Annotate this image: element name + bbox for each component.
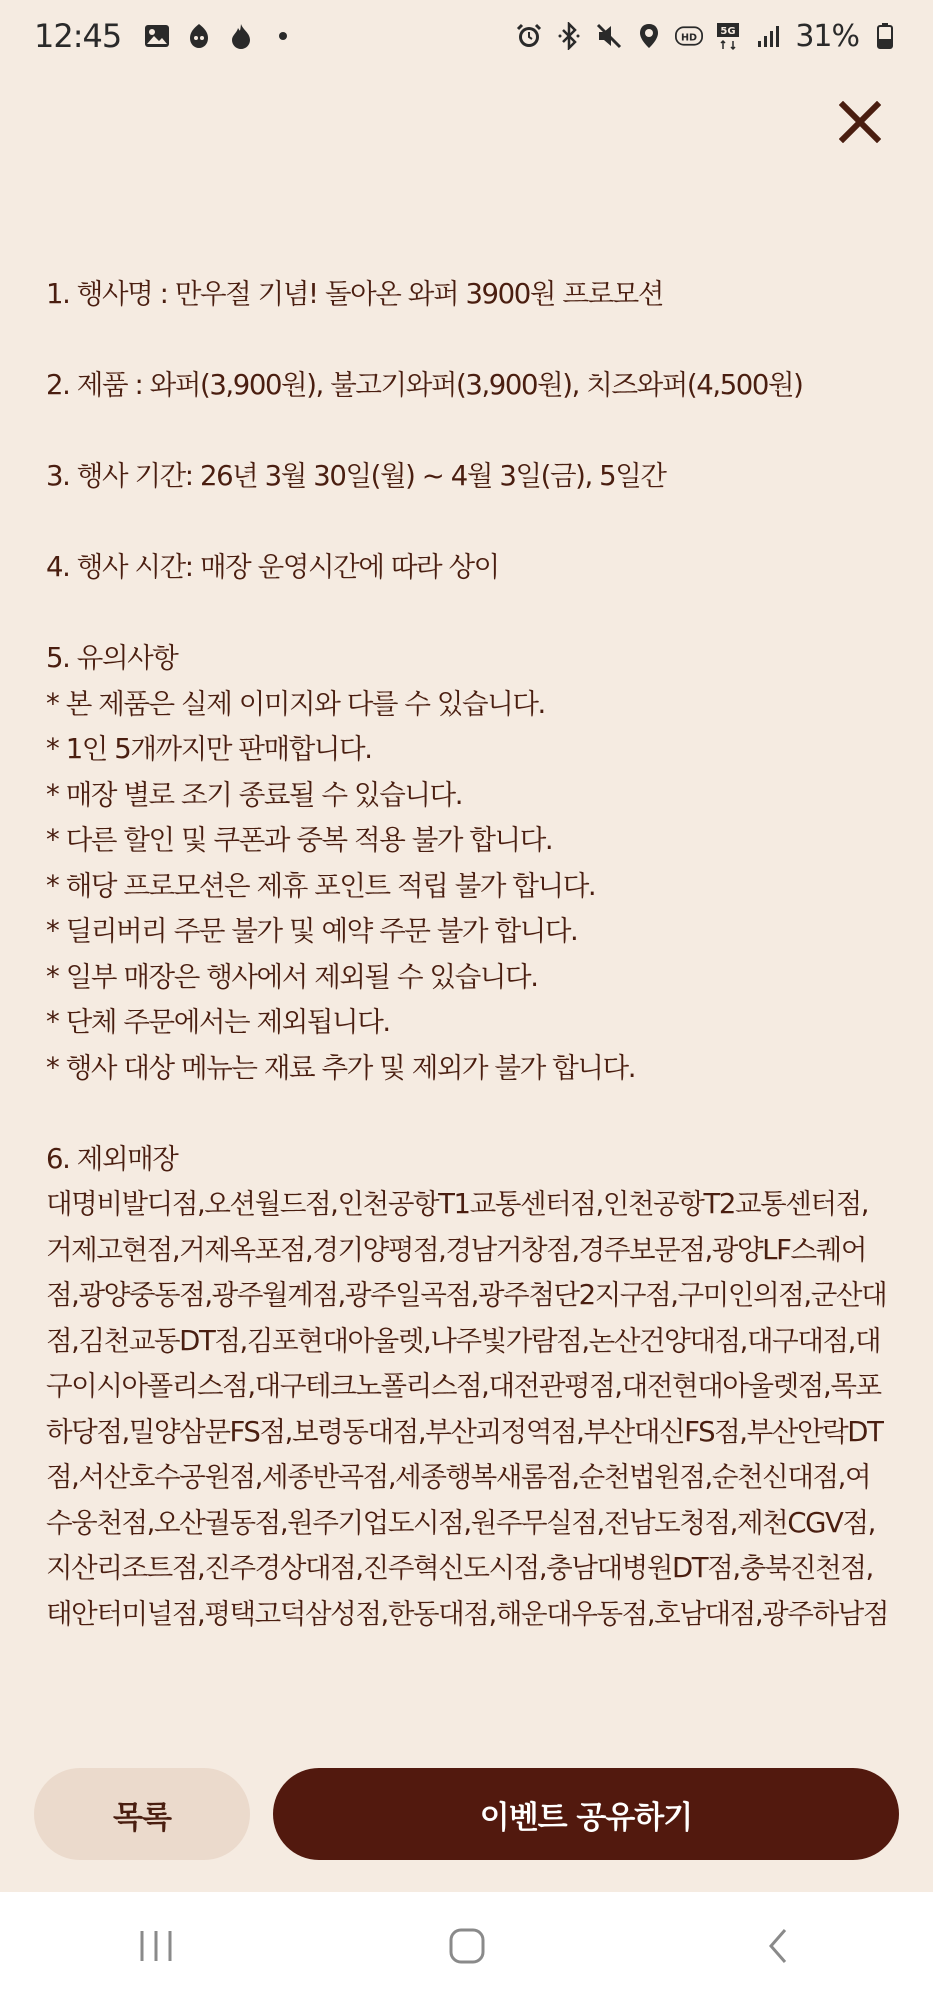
status-left-icons xyxy=(143,21,297,51)
back-button[interactable] xyxy=(718,1906,838,1986)
battery-icon xyxy=(871,21,899,51)
back-icon xyxy=(763,1926,793,1966)
note-item: * 일부 매장은 행사에서 제외될 수 있습니다. xyxy=(46,960,538,993)
home-button[interactable] xyxy=(407,1906,527,1986)
share-event-button[interactable]: 이벤트 공유하기 xyxy=(273,1768,899,1860)
5g-icon xyxy=(715,21,743,51)
svg-text:5G: 5G xyxy=(720,26,736,37)
event-period: 3. 행사 기간: 26년 3월 30일(월) ~ 4월 3일(금), 5일간 xyxy=(46,460,666,492)
note-item: * 단체 주문에서는 제외됩니다. xyxy=(46,1006,390,1038)
system-nav-bar xyxy=(0,1892,933,2000)
dot-icon xyxy=(269,21,297,51)
recent-apps-button[interactable] xyxy=(96,1906,216,1986)
status-bar xyxy=(0,0,933,72)
note-item: * 1인 5개까지만 판매합니다. xyxy=(46,733,372,765)
mute-icon xyxy=(595,21,623,51)
event-name: 1. 행사명 : 만우절 기념! 돌아온 와퍼 3900원 프로모션 xyxy=(46,278,664,310)
status-right-icons xyxy=(515,19,899,54)
close-icon xyxy=(839,101,881,143)
note-item: * 행사 대상 메뉴는 재료 추가 및 제외가 불가 합니다. xyxy=(46,1051,636,1084)
app-icon xyxy=(185,21,213,51)
bluetooth-icon xyxy=(555,21,583,51)
event-products: 2. 제품 : 와퍼(3,900원), 불고기와퍼(3,900원), 치즈와퍼(4,500원) xyxy=(46,369,803,401)
notes-title: 5. 유의사항 xyxy=(46,642,178,674)
note-item: * 딜리버리 주문 불가 및 예약 주문 불가 합니다. xyxy=(46,915,578,947)
fire-icon xyxy=(227,21,255,51)
signal-icon xyxy=(755,21,783,51)
list-button[interactable]: 목록 xyxy=(34,1768,250,1860)
hd-icon xyxy=(675,21,703,51)
note-item: * 매장 별로 조기 종료될 수 있습니다. xyxy=(46,778,463,811)
gallery-icon xyxy=(143,21,171,51)
note-item: * 다른 할인 및 쿠폰과 중복 적용 불가 합니다. xyxy=(46,824,553,856)
svg-text:HD: HD xyxy=(681,32,698,44)
status-time: 12:45 xyxy=(34,17,122,55)
recent-apps-icon xyxy=(136,1928,176,1964)
close-button[interactable] xyxy=(830,92,890,152)
battery-percent: 31% xyxy=(795,18,859,54)
home-icon xyxy=(447,1926,487,1966)
event-hours: 4. 행사 시간: 매장 운영시간에 따라 상이 xyxy=(46,551,499,583)
excluded-stores-title: 6. 제외매장 xyxy=(46,1142,178,1175)
event-details xyxy=(46,272,896,1637)
excluded-stores-list: 대명비발디점,오션월드점,인천공항T1교통센터점,인천공항T2교통센터점,거제고현점,거제옥포점,경기양평점,경남거창점,경주보문점,광양LF스퀘어점,광양중동점,광주월계점,광주일곡점,광주첨단2지구점,구미인의점,군산대점,김천교동DT점,김포현대아울렛,나주빛가람점,논산건양대점,대구대점,대구이시아폴리스점,대구테크노폴리스점,대전관평점,대전현대아울렛점,목포하당점,밀양삼문FS점,보령동대점,부산괴정역점,부산대신FS점,부산안락DT점,서산호수공원점,세종반곡점,세종행복새롬점,순천법원점,순천신대점,여수웅천점,오산궐동점,원주기업도시점,원주무실점,전남도청점,제천CGV점,지산리조트점,진주경상대점,진주혁신도시점,충남대병원DT점,충북진천점,태안터미널점,평택고덕삼성점,한동대점,해운대우동점,호남대점,광주하남점 xyxy=(46,1188,888,1630)
note-item: * 해당 프로모션은 제휴 포인트 적립 불가 합니다. xyxy=(46,869,596,902)
location-icon xyxy=(635,21,663,51)
note-item: * 본 제품은 실제 이미지와 다를 수 있습니다. xyxy=(46,687,545,720)
alarm-icon xyxy=(515,21,543,51)
